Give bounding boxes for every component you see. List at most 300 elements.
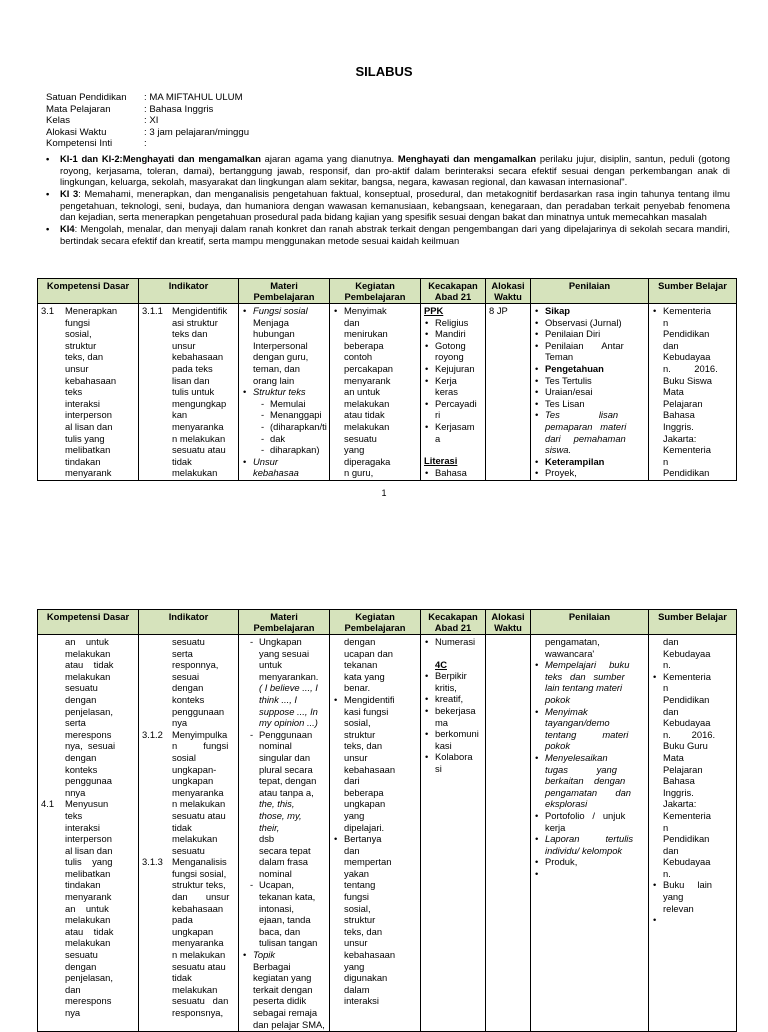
- text-line: • Kolabora: [435, 751, 473, 763]
- text-line: menyarank: [65, 891, 112, 903]
- info-row-mapel: Mata Pelajaran : Bahasa Inggris: [46, 103, 214, 115]
- text-line: eksplorasi: [545, 798, 588, 810]
- header-kecakapan: Kecakapan Abad 21: [421, 279, 486, 304]
- text-line: dan: [65, 983, 81, 995]
- ppk-list: • Religius • Mandiri • Gotong royong • Kejujuran • Kerja keras • Percayadi ri • Kerjasam a: [424, 317, 482, 445]
- text-line: dari: [344, 775, 360, 787]
- text-line: secara tepat: [259, 844, 311, 856]
- kd-text: [65, 305, 117, 479]
- text-line: Menjaga: [253, 316, 289, 328]
- text-line: melakukan: [65, 914, 111, 926]
- literasi-heading: Literasi: [424, 455, 458, 467]
- text-line: n. 2016.: [663, 728, 716, 740]
- text-line: Jakarta:: [663, 798, 697, 810]
- materi-fungsi-sosial: • Fungsi sosial Menjaga hubungan Interpersonal dengan guru, teman, dan orang lain: [242, 305, 326, 386]
- text-line: tindakan: [65, 879, 101, 891]
- text-line: tentang materi: [545, 728, 629, 740]
- text-line: dan: [663, 339, 679, 351]
- list-item: [534, 856, 645, 868]
- header-materi: Materi Pembelajaran: [239, 279, 330, 304]
- page-title: SILABUS: [355, 64, 413, 79]
- text-line: Kebudayaa: [663, 717, 711, 729]
- cell-kecakapan: • Numerasi 4C • Berpikir kritis, • kreatif, • bekerjasa ma • berkomuni kasi • Kolabora si: [421, 635, 486, 1032]
- text-line: n: [663, 316, 669, 328]
- text-line: nya: [172, 717, 188, 729]
- text-line: Bahasa: [663, 409, 695, 421]
- text-line: menyarank: [65, 467, 112, 479]
- header-penilaian: Penilaian: [531, 610, 649, 635]
- text-line: fungsi sosial,: [172, 867, 227, 879]
- header-sumber: Sumber Belajar: [649, 610, 737, 635]
- text-line: sesuatu: [65, 682, 98, 694]
- text-line: teks, dan: [344, 740, 383, 752]
- text-line: berkaitan dengan: [545, 775, 626, 787]
- text-line: Menganalisis: [172, 856, 227, 868]
- table-header-row: [38, 279, 737, 304]
- text-line: dengan: [65, 751, 97, 763]
- list-item: [424, 751, 482, 774]
- text-line: Pendidikan: [663, 693, 710, 705]
- text-line: sesuatu: [344, 432, 377, 444]
- text-line: melakukan: [65, 937, 111, 949]
- text-line: pada teks: [172, 362, 213, 374]
- text-line: struktur: [344, 914, 376, 926]
- header-kompetensi-dasar: Kompetensi Dasar: [38, 610, 139, 635]
- text-line: teks dan: [172, 328, 208, 340]
- text-line: konteks: [172, 693, 205, 705]
- text-line: dan: [663, 636, 679, 647]
- text-line: peserta didik: [253, 995, 307, 1007]
- text-line: nominal: [259, 867, 292, 879]
- text-line: mempertan: [344, 856, 392, 868]
- text-line: merespons: [65, 728, 112, 740]
- text-line: tulis yang: [65, 432, 105, 444]
- text-line: Bahasa: [663, 775, 695, 787]
- list-item: - diharapkan): [261, 444, 326, 456]
- text-line: pengamatan dan: [545, 786, 632, 798]
- text-line: • Kementeria: [663, 670, 711, 682]
- text-line: melibatkan: [65, 444, 111, 456]
- info-row-alokasi: Alokasi Waktu : 3 jam pelajaran/minggu: [46, 126, 250, 138]
- text-line: sesuatu atau: [172, 960, 226, 972]
- text-line: n guru,: [344, 467, 374, 479]
- text-line: kegiatan yang: [253, 972, 312, 984]
- text-line: Menerapkan: [65, 305, 118, 316]
- text-line: Kebudayaa: [663, 647, 711, 659]
- text-line: hubungan: [253, 328, 295, 340]
- text-line: kebahasaan: [344, 763, 396, 775]
- text-line: siswa.: [545, 444, 572, 456]
- text-line: tekanan: [344, 659, 378, 671]
- info-block: [46, 92, 249, 150]
- text-line: yang: [344, 960, 365, 972]
- text-line: n melakukan: [172, 798, 226, 810]
- text-line: menyaranka: [172, 786, 224, 798]
- text-line: mengungkap: [172, 397, 227, 409]
- text-line: n.: [663, 867, 671, 879]
- text-line: melakukan: [172, 983, 218, 995]
- text-line: atau tidak: [65, 659, 114, 671]
- list-item: [424, 705, 482, 728]
- text-line: yang: [344, 444, 365, 456]
- ppk-heading: PPK: [424, 305, 444, 316]
- cell-sumber: [649, 304, 737, 481]
- text-line: n.: [663, 659, 671, 671]
- list-item: - Menanggapi: [261, 409, 326, 421]
- list-item: [534, 706, 645, 752]
- text-line: ungkapan-: [172, 763, 217, 775]
- header-materi: Materi Pembelajaran: [239, 610, 330, 635]
- text-line: asi struktur: [172, 316, 218, 328]
- cell-kegiatan: [330, 635, 421, 1032]
- text-line: penggunaa: [65, 775, 112, 787]
- text-line: sosial,: [344, 717, 371, 729]
- text-line: pemaparan materi: [545, 420, 627, 432]
- text-line: responnya,: [172, 659, 219, 671]
- text-line: sesuai: [172, 670, 200, 682]
- text-line: Kebudayaa: [663, 856, 711, 868]
- page-gap: [0, 545, 768, 607]
- text-line: dalam: [344, 983, 370, 995]
- text-line: dari pemahaman: [545, 432, 626, 444]
- list-item: [652, 671, 733, 880]
- text-line: Menyimpulka: [172, 728, 228, 740]
- text-line: • Buku lain: [663, 879, 712, 891]
- text-line: melakukan: [344, 397, 390, 409]
- text-line: kan: [172, 409, 188, 421]
- text-line: Pendidikan: [663, 467, 710, 479]
- page-number: 1: [381, 488, 387, 498]
- text-line: tugas yang: [545, 763, 617, 775]
- text-line: • bekerjasa: [435, 704, 476, 716]
- list-item: [424, 728, 482, 751]
- table-header-row: [38, 610, 737, 635]
- text-line: an untuk: [344, 386, 380, 398]
- document-page-2: [0, 607, 768, 1030]
- text-line: [545, 868, 645, 880]
- ki-item-3: • KI 3: Memahami, menerapkan, dan menganalisis pengetahuan faktual, konseptual, prosedural, dan metakognitif berdasarkan rasa ingin tahunya tentang ilmu pengetahuan, teknologi, seni, budaya, dan humaniora dengan wawasan kemanusiaan, kebangsaan, kenegaraan, dan peradaban terkait penyebab fenomena dan kejadian, serta menerapkan pengetahuan prosedural pada bidang kajian yang spesifik sesuai dengan bakat dan minatnya untuk memecahkan masalah: [46, 188, 730, 223]
- text-line: n melakukan: [172, 949, 226, 961]
- list-item: - (diharapkan/ti: [261, 421, 326, 433]
- text-line: lisan dan: [172, 374, 210, 386]
- text-line: tentang: [344, 879, 376, 891]
- text-line: - Penggunaan: [259, 728, 313, 740]
- header-indikator: Indikator: [139, 279, 239, 304]
- text-line: unsur: [344, 937, 368, 949]
- text-line: intonasi,: [259, 902, 294, 914]
- text-line: melakukan: [172, 833, 218, 845]
- cell-materi: [239, 304, 330, 481]
- text-line: pengamatan,: [545, 636, 600, 647]
- text-line: penjelasan,: [65, 972, 113, 984]
- ki-item-4: • KI4: Mengolah, menalar, dan menyaji dalam ranah konkret dan ranah abstrak terkait dengan pengembangan dari yang dipelajarinya di sekolah secara mandiri, bertindak secara efektif dan kreatif, serta mampu menggunakan metode sesuai kaidah keilmuan: [46, 223, 730, 246]
- text-line: yang: [663, 891, 684, 903]
- text-line: responsnya,: [172, 1007, 224, 1018]
- cell-materi: - Ungkapan yang sesuai untuk menyarankan. ( I believe ..., I think ..., I suppose ..., In my opinion ...) - Penggunaan nominal singular dan plural secara tepat, dengan atau tanpa a, the, this, those, my, their, dsb secara tepat dalam frasa nominal - Ucapan, tekanan kata, intonasi, ejaan, tanda baca, dan tulisan tangan • Topik Berbagai kegiatan yang terkait dengan peserta didik sebagai remaja dan pelajar SMA,: [239, 635, 330, 1032]
- text-line: struktur: [344, 728, 376, 740]
- text-line: • Mempelajari buku: [545, 659, 630, 671]
- text-line: Kementeria: [663, 444, 711, 456]
- text-line: si: [435, 762, 442, 774]
- text-line: n: [663, 821, 669, 833]
- text-line: Buku Siswa: [663, 374, 712, 386]
- header-indikator: Indikator: [139, 610, 239, 635]
- text-line: my opinion ...): [259, 717, 318, 729]
- text-line: tekanan kata,: [259, 891, 316, 903]
- list-item: [424, 670, 482, 693]
- text-line: Mengidentifik: [172, 305, 228, 316]
- ki-item-1: • KI-1 dan KI-2:Menghayati dan mengamalkan ajaran agama yang dianutnya. Menghayati dan mengamalkan perilaku jujur, disiplin, santun, peduli (gotong royong, kerjasama, toleran, damai), bertanggung jawab, responsif, dan pro-aktif dalam berinteraksi secara efektif sesuai dengan perkembangan anak di lingkungan, keluarga, sekolah, masyarakat dan lingkungan alam sekitar, bangsa, negara, kawasan regional, dan kawasan internasional".: [46, 153, 730, 188]
- text-line: tulisan tangan: [259, 937, 318, 949]
- text-line: kebahasaan: [172, 902, 224, 914]
- text-line: • Portofolio / unjuk: [545, 809, 626, 821]
- text-line: interaksi: [344, 995, 379, 1007]
- header-sumber: Sumber Belajar: [649, 279, 737, 304]
- info-row-kelas: Kelas : XI: [46, 115, 159, 127]
- text-line: those, my,: [259, 809, 302, 821]
- header-kegiatan: Kegiatan Pembelajaran: [330, 279, 421, 304]
- text-line: yang sesuai: [259, 647, 310, 659]
- text-line: percakapan: [344, 362, 393, 374]
- text-line: untuk: [259, 659, 282, 671]
- cell-sumber: [649, 635, 737, 1032]
- text-line: tepat, dengan: [259, 775, 317, 787]
- text-line: interperson: [65, 409, 112, 421]
- text-line: digunakan: [344, 972, 388, 984]
- text-line: Pelajaran: [663, 397, 703, 409]
- text-line: an untuk: [65, 636, 109, 647]
- text-line: kasi fungsi: [344, 705, 389, 717]
- text-line: the, this,: [259, 798, 295, 810]
- text-line: interaksi: [65, 821, 100, 833]
- list-item: [534, 752, 645, 810]
- text-line: struktur teks,: [172, 879, 226, 891]
- text-line: sesuatu: [172, 844, 205, 856]
- text-line: sesuatu: [172, 636, 205, 647]
- cell-kompetensi-dasar: an untuk melakukan atau tidak melakukan sesuatu dengan penjelasan, serta merespons nya, sesuai dengan konteks penggunaa nnya 4.1 Menyusun teks interaksi interperson al lisan dan tulis yang melibatkan tindakan menyarank an untuk melakukan atau tidak melakukan sesuatu dengan penjelasan, dan merespons nya: [38, 635, 139, 1032]
- text-line: • Tes lisan: [545, 409, 619, 421]
- text-line: melakukan: [65, 647, 111, 659]
- syllabus-table-page-1: [37, 278, 737, 481]
- text-line: beberapa: [344, 786, 384, 798]
- cell-indikator: sesuatu serta responnya, sesuai dengan konteks penggunaan nya 3.1.2 Menyimpulka n fungsi sosial ungkapan- ungkapan menyaranka n melakukan sesuatu atau tidak melakukan sesuatu 3.1.3 Menganalisis fungsi sosial, struktur teks, dan unsur kebahasaan pada ungkapan menyaranka n melakukan sesuatu atau tidak melakukan sesuatu dan responsnya,: [139, 635, 239, 1032]
- text-line: individu/ kelompok: [545, 844, 623, 856]
- text-line: tidak: [172, 455, 192, 467]
- text-line: teks dan sumber: [545, 670, 625, 682]
- text-line: al lisan dan: [65, 420, 113, 432]
- text-line: • Menyimak: [344, 305, 387, 316]
- text-line: sosial: [172, 751, 196, 763]
- text-line: kebahasaan: [65, 374, 117, 386]
- text-line: dalam frasa: [259, 856, 308, 868]
- text-line: penjelasan,: [65, 705, 113, 717]
- text-line: tidak: [172, 821, 192, 833]
- text-line: • Mengidentifi: [344, 693, 395, 705]
- text-line: dan: [344, 844, 360, 856]
- text-line: serta: [65, 717, 86, 729]
- text-line: konteks: [65, 763, 98, 775]
- text-line: • berkomuni: [435, 728, 479, 740]
- list-item: [652, 879, 733, 914]
- text-line: melakukan: [65, 670, 111, 682]
- text-line: ucapan dan: [344, 647, 394, 659]
- header-alokasi: Alokasi Waktu: [486, 610, 531, 635]
- text-line: sebagai remaja: [253, 1007, 318, 1018]
- text-line: ejaan, tanda: [259, 914, 311, 926]
- text-line: contoh: [344, 351, 373, 363]
- text-line: menyaranka: [172, 937, 224, 949]
- text-line: an untuk: [65, 902, 109, 914]
- text-line: dipelajari.: [344, 821, 385, 833]
- text-line: menirukan: [344, 328, 388, 340]
- list-item: - Memulai: [261, 398, 326, 410]
- text-line: teks, dan: [65, 351, 104, 363]
- text-line: lain tentang materi: [545, 682, 623, 694]
- text-line: Buku Guru: [663, 740, 708, 752]
- text-line: orang lain: [253, 374, 295, 386]
- text-line: n melakukan: [172, 432, 226, 444]
- text-line: beberapa: [344, 339, 384, 351]
- text-line: plural secara: [259, 763, 313, 775]
- text-line: sesuatu atau: [172, 444, 226, 456]
- text-line: n: [663, 682, 669, 694]
- text-line: Jakarta:: [663, 432, 697, 444]
- text-line: teks, dan: [344, 925, 383, 937]
- cell-penilaian: • Sikap • Observasi (Jurnal) • Penilaian Diri • Penilaian Antar Teman • Pengetahuan • Tes Tertulis • Uraian/esai • Tes Lisan • Tes lisan pemaparan materi dari pemahaman siswa. • Keterampilan • Proyek,: [531, 304, 649, 481]
- text-line: nnya: [65, 786, 86, 798]
- text-line: ungkapan: [172, 925, 214, 937]
- text-line: Kementeria: [663, 809, 711, 821]
- text-line: interperson: [65, 833, 112, 845]
- text-line: ungkapan: [344, 798, 386, 810]
- text-line: melakukan: [344, 420, 390, 432]
- text-line: unsur: [344, 751, 368, 763]
- text-line: teks: [65, 809, 83, 821]
- text-line: unsur: [65, 362, 89, 374]
- table-row: [38, 304, 737, 481]
- text-line: sesuatu: [65, 949, 98, 961]
- text-line: their,: [259, 821, 280, 833]
- text-line: melakukan: [172, 467, 218, 479]
- text-line: teman, dan: [253, 362, 300, 374]
- text-line: sosial,: [344, 902, 371, 914]
- text-line: interaksi: [65, 397, 100, 409]
- syllabus-table-page-2: [37, 609, 737, 1032]
- header-kegiatan: Kegiatan Pembelajaran: [330, 610, 421, 635]
- text-line: • Menyimak: [545, 705, 588, 717]
- text-line: • Berpikir: [435, 670, 467, 682]
- text-line: melibatkan: [65, 867, 111, 879]
- text-line: menyaranka: [172, 420, 224, 432]
- text-line: merespons: [65, 995, 112, 1007]
- materi-struktur-teks: • Struktur teks - Memulai - Menanggapi - (diharapkan/ti - dak - diharapkan): [242, 386, 326, 456]
- text-line: dengan: [344, 636, 376, 647]
- text-line: dan: [663, 844, 679, 856]
- text-line: • kreatif,: [435, 693, 464, 705]
- text-line: Mata: [663, 386, 684, 398]
- kompetensi-inti-list: [46, 153, 730, 247]
- info-row-ki: Kompetensi Inti :: [46, 138, 147, 150]
- text-line: Menyusun: [65, 798, 109, 810]
- text-line: dan: [344, 316, 360, 328]
- text-line: dsb: [259, 833, 275, 845]
- table-row: [38, 635, 737, 1032]
- text-line: n. 2016.: [663, 362, 718, 374]
- text-line: relevan: [663, 902, 694, 914]
- text-line: serta: [172, 647, 193, 659]
- text-line: teks: [65, 386, 83, 398]
- text-line: dan unsur: [172, 891, 230, 903]
- text-line: Inggris.: [663, 420, 694, 432]
- text-line: baca, dan: [259, 925, 301, 937]
- text-line: - Ungkapan: [259, 636, 302, 647]
- text-line: unsur: [172, 339, 196, 351]
- text-line: pada: [172, 914, 193, 926]
- text-line: wawancara': [545, 647, 595, 659]
- text-line: • Menyelesaikan: [545, 751, 608, 763]
- cell-indikator: 3.1.1 Mengidentifik asi struktur teks dan unsur kebahasaan pada teks lisan dan tulis untuk mengungkap kan menyaranka n melakukan sesuatu atau tidak melakukan: [139, 304, 239, 481]
- text-line: Berbagai: [253, 960, 291, 972]
- header-kompetensi-dasar: Kompetensi Dasar: [38, 279, 139, 304]
- info-row-satuan: Satuan Pendidikan : MA MIFTAHUL ULUM: [46, 92, 243, 103]
- text-line: Mata: [663, 751, 684, 763]
- text-line: tulis yang: [65, 856, 113, 868]
- text-line: dan: [663, 705, 679, 717]
- text-line: Pelajaran: [663, 763, 703, 775]
- text-line: • Bertanya: [344, 833, 382, 845]
- text-line: ( I believe ..., I: [259, 682, 318, 694]
- text-line: fungsi: [344, 891, 370, 903]
- text-line: atau tidak: [65, 925, 114, 937]
- text-line: tindakan: [65, 455, 101, 467]
- cell-penilaian: [531, 635, 649, 1032]
- cell-kegiatan: [330, 304, 421, 481]
- text-line: n: [663, 455, 669, 467]
- header-kecakapan: Kecakapan Abad 21: [421, 610, 486, 635]
- text-line: Pendidikan: [663, 328, 710, 340]
- list-item: [534, 659, 645, 705]
- text-line: atau tanpa a,: [259, 786, 314, 798]
- text-line: singular dan: [259, 751, 311, 763]
- list-item: - dak: [261, 433, 326, 445]
- indikator-text: [172, 305, 227, 479]
- 4c-heading: 4C: [435, 658, 447, 670]
- text-line: • Kementeria: [663, 305, 711, 316]
- list-item: [534, 833, 645, 856]
- text-line: atau tidak: [344, 409, 385, 421]
- text-line: think ..., I: [259, 693, 298, 705]
- text-line: nominal: [259, 740, 292, 752]
- text-line: tulis untuk: [172, 386, 215, 398]
- text-line: dengan: [172, 682, 204, 694]
- text-line: Interpersonal: [253, 339, 308, 351]
- materi-unsur-kebahasaan: • Unsur kebahasaa: [242, 456, 326, 479]
- text-line: Inggris.: [663, 786, 694, 798]
- text-line: • Produk,: [545, 856, 578, 868]
- text-line: kata yang: [344, 670, 385, 682]
- text-line: sosial,: [65, 328, 92, 340]
- header-alokasi: Alokasi Waktu: [486, 279, 531, 304]
- text-line: dan pelajar SMA,: [253, 1018, 325, 1030]
- text-line: terkait dengan: [253, 983, 313, 995]
- text-line: pokok: [545, 693, 571, 705]
- text-line: n fungsi: [172, 740, 229, 752]
- text-line: kerja: [545, 821, 566, 833]
- text-line: penggunaan: [172, 705, 225, 717]
- text-line: [663, 914, 733, 926]
- text-line: benar.: [344, 682, 371, 694]
- text-line: al lisan dan: [65, 844, 113, 856]
